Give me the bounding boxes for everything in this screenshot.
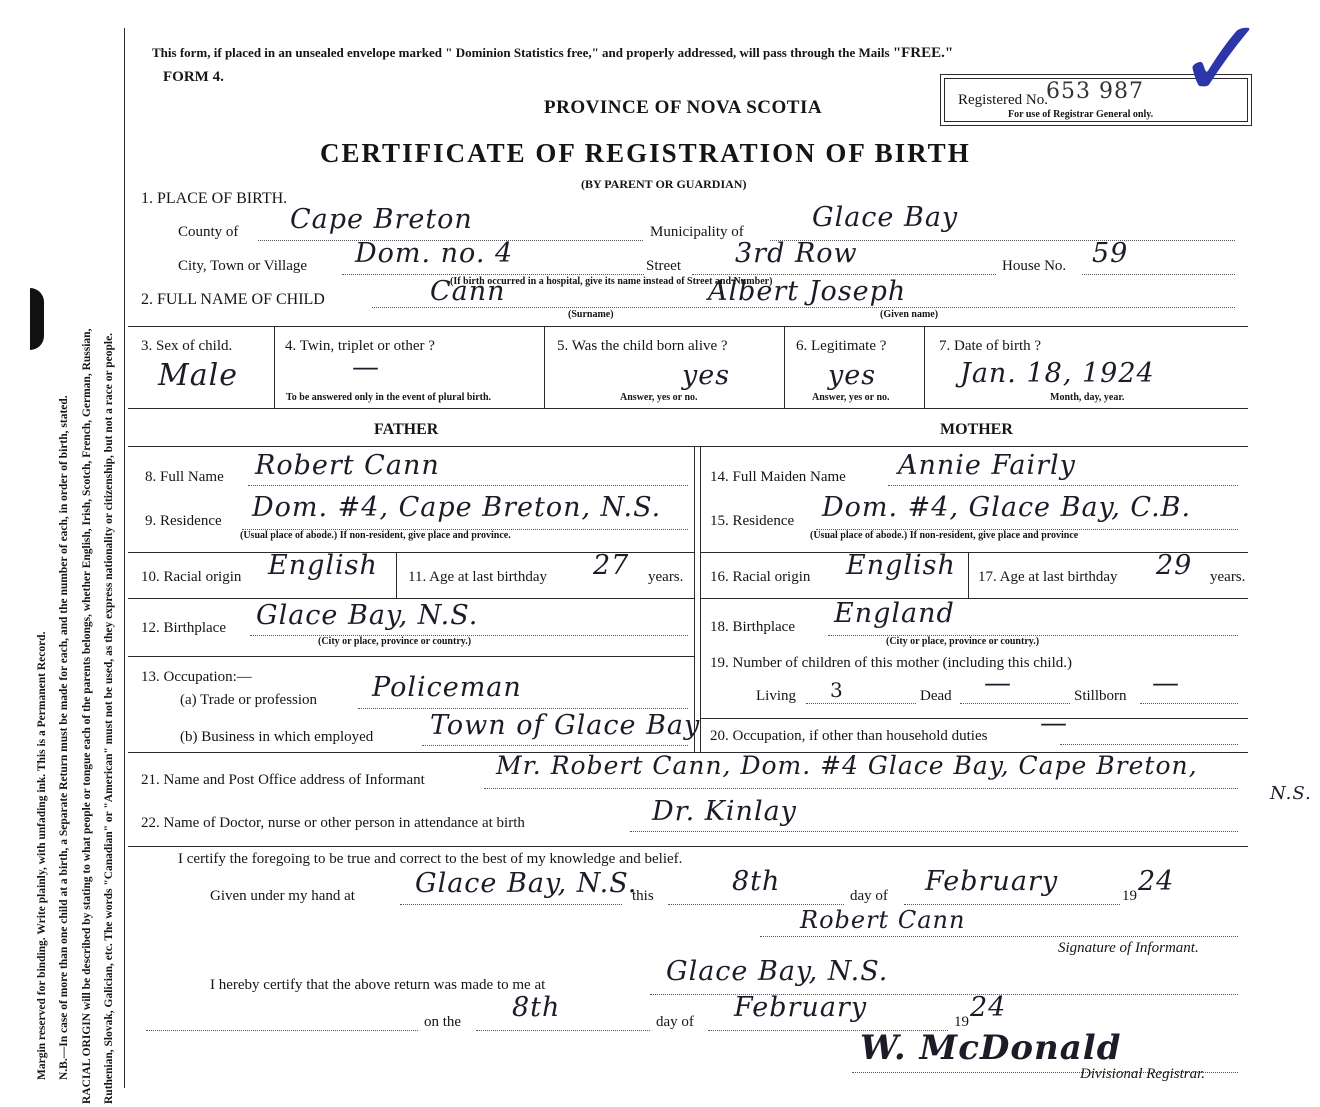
given-day-label: day of: [850, 888, 888, 904]
stillborn-value: —: [1152, 668, 1180, 699]
margin-note-4: Ruthenian, Slovak, Galician, etc. The words "Canadian" or "American" must not be used, as they express nationality or citizenship, but not a race or people.: [103, 332, 115, 1104]
registrar-place-value: Glace Bay, N.S.: [666, 956, 889, 987]
father-birthplace-label: 12. Birthplace: [141, 620, 226, 636]
informant-value-line2: N.S.: [1270, 783, 1312, 804]
certify-statement: I certify the foregoing to be true and correct to the best of my knowledge and belief.: [178, 851, 683, 867]
on-the-label: on the: [424, 1014, 462, 1030]
mother-age-label: 17. Age at last birthday: [978, 569, 1118, 585]
father-race-value: English: [268, 550, 378, 581]
house-label: House No.: [1002, 258, 1067, 274]
children-count-label: 19. Number of children of this mother (including this child.): [710, 655, 1073, 671]
legitimate-label: 6. Legitimate ?: [796, 338, 887, 354]
business-label: (b) Business in which employed: [180, 729, 374, 745]
child-name-label: 2. FULL NAME OF CHILD: [141, 291, 325, 308]
registrar-day-label: day of: [656, 1014, 694, 1030]
this-label: this: [632, 888, 654, 904]
legitimate-note: Answer, yes or no.: [812, 392, 890, 403]
reg-label: Registered No.: [958, 92, 1048, 108]
signature-caption: Signature of Informant.: [1058, 940, 1199, 956]
dead-label: Dead: [920, 688, 952, 704]
binding-margin: [0, 0, 130, 1107]
check-mark-icon: ✓: [1176, 0, 1270, 123]
twin-value: —: [352, 352, 380, 383]
mother-occupation-label: 20. Occupation, if other than household duties: [710, 728, 988, 744]
father-birthplace-note: (City or place, province or country.): [318, 636, 472, 647]
reg-note: For use of Registrar General only.: [1008, 109, 1154, 120]
legitimate-value: yes: [828, 360, 877, 391]
informant-value: Mr. Robert Cann, Dom. #4 Glace Bay, Cape Breton,: [496, 751, 1198, 780]
city-value: Dom. no. 4: [355, 238, 514, 269]
informant-signature: Robert Cann: [800, 906, 966, 934]
mother-residence-value: Dom. #4, Glace Bay, C.B.: [822, 492, 1192, 523]
mail-notice: This form, if placed in an unsealed envelope marked " Dominion Statistics free," and properly addressed, will pass through the Mails "FREE.": [152, 45, 954, 61]
father-race-label: 10. Racial origin: [141, 569, 242, 585]
child-given-value: Albert Joseph: [708, 276, 907, 307]
mother-age-unit: years.: [1210, 569, 1246, 585]
place-of-birth-label: 1. PLACE OF BIRTH.: [141, 190, 288, 207]
date-of-birth-note: Month, day, year.: [1050, 392, 1125, 403]
given-place-value: Glace Bay, N.S.: [415, 868, 638, 899]
city-label: City, Town or Village: [178, 258, 308, 274]
registrar-year-value: 24: [970, 992, 1007, 1023]
mother-residence-note: (Usual place of abode.) If non-resident, give place and province: [810, 530, 1079, 541]
form-number: FORM 4.: [163, 69, 224, 85]
father-name-value: Robert Cann: [255, 450, 440, 481]
occupation-label: 13. Occupation:—: [141, 669, 252, 685]
county-value: Cape Breton: [290, 204, 473, 235]
informant-label: 21. Name and Post Office address of Informant: [141, 772, 425, 788]
mother-race-label: 16. Racial origin: [710, 569, 811, 585]
date-of-birth-label: 7. Date of birth ?: [939, 338, 1042, 354]
business-value: Town of Glace Bay: [430, 710, 701, 741]
registrar-signature: W. McDonald: [860, 1028, 1122, 1068]
born-alive-note: Answer, yes or no.: [620, 392, 698, 403]
living-value: 3: [830, 678, 844, 702]
reg-number: 653 987: [1046, 79, 1144, 104]
municipality-label: Municipality of: [650, 224, 744, 240]
mother-birthplace-label: 18. Birthplace: [710, 619, 795, 635]
margin-rule: [124, 28, 125, 1088]
house-value: 59: [1092, 238, 1129, 269]
mother-birthplace-value: England: [834, 598, 955, 629]
given-month-value: February: [925, 866, 1059, 897]
father-birthplace-value: Glace Bay, N.S.: [256, 600, 479, 631]
province-heading: PROVINCE OF NOVA SCOTIA: [544, 97, 823, 118]
twin-note: To be answered only in the event of plural birth.: [286, 392, 492, 403]
registrar-day-value: 8th: [512, 992, 561, 1023]
registrar-caption: Divisional Registrar.: [1080, 1066, 1206, 1082]
given-day-value: 8th: [732, 866, 781, 897]
mother-heading: MOTHER: [940, 421, 1013, 438]
margin-note-3: RACIAL ORIGIN will be described by stating to what people or tongue each of the parents belongs, whether English, Irish, Scotch, French, German, Russian,: [81, 328, 93, 1104]
father-age-label: 11. Age at last birthday: [408, 569, 547, 585]
registrar-year-prefix: 19: [954, 1014, 969, 1030]
mother-race-value: English: [846, 550, 956, 581]
sex-value: Male: [158, 358, 238, 393]
living-label: Living: [756, 688, 796, 704]
father-residence-value: Dom. #4, Cape Breton, N.S.: [252, 492, 662, 523]
margin-note-1: Margin reserved for binding. Write plainly, with unfading ink. This is a Permanent Record.: [36, 631, 48, 1080]
given-year-prefix: 19: [1122, 888, 1137, 904]
child-surname-value: Cann: [430, 276, 506, 307]
father-residence-note: (Usual place of abode.) If non-resident, give place and province.: [240, 530, 511, 541]
trade-label: (a) Trade or profession: [180, 692, 318, 708]
mother-residence-label: 15. Residence: [710, 513, 795, 529]
doctor-value: Dr. Kinlay: [652, 796, 797, 827]
mother-name-label: 14. Full Maiden Name: [710, 469, 846, 485]
registrar-month-value: February: [734, 992, 868, 1023]
trade-value: Policeman: [372, 672, 522, 703]
street-label: Street: [646, 258, 681, 274]
mother-birthplace-note: (City or place, province or country.): [886, 636, 1040, 647]
doctor-label: 22. Name of Doctor, nurse or other person in attendance at birth: [141, 815, 525, 831]
mother-name-value: Annie Fairly: [898, 450, 1076, 481]
father-heading: FATHER: [374, 421, 439, 438]
mother-occupation-value: —: [1040, 708, 1068, 739]
county-label: County of: [178, 224, 239, 240]
father-residence-label: 9. Residence: [145, 513, 222, 529]
street-value: 3rd Row: [735, 238, 858, 269]
father-age-value: 27: [593, 550, 630, 581]
born-alive-value: yes: [682, 360, 731, 391]
binding-hole: [30, 288, 44, 350]
father-name-label: 8. Full Name: [145, 469, 224, 485]
street-note: (If birth occurred in a hospital, give its name instead of Street and Number): [450, 276, 773, 287]
stillborn-label: Stillborn: [1074, 688, 1127, 704]
municipality-value: Glace Bay: [812, 202, 959, 233]
mother-age-value: 29: [1156, 550, 1193, 581]
margin-note-2: N.B.—In case of more than one child at a birth, a Separate Return must be made for each, and the number of each, in order of birth, stated.: [58, 395, 70, 1080]
registrar-statement: I hereby certify that the above return was made to me at: [210, 977, 546, 993]
sex-label: 3. Sex of child.: [141, 338, 233, 354]
dead-value: —: [984, 668, 1012, 699]
surname-caption: (Surname): [568, 309, 614, 320]
page-subtitle: (BY PARENT OR GUARDIAN): [581, 177, 747, 191]
twin-label: 4. Twin, triplet or other ?: [285, 338, 435, 354]
given-label: Given under my hand at: [210, 888, 355, 904]
given-name-caption: (Given name): [880, 309, 939, 320]
given-year-value: 24: [1138, 866, 1175, 897]
date-of-birth-value: Jan. 18, 1924: [960, 358, 1155, 389]
father-age-unit: years.: [648, 569, 684, 585]
page-title: CERTIFICATE OF REGISTRATION OF BIRTH: [320, 138, 971, 168]
born-alive-label: 5. Was the child born alive ?: [557, 338, 728, 354]
